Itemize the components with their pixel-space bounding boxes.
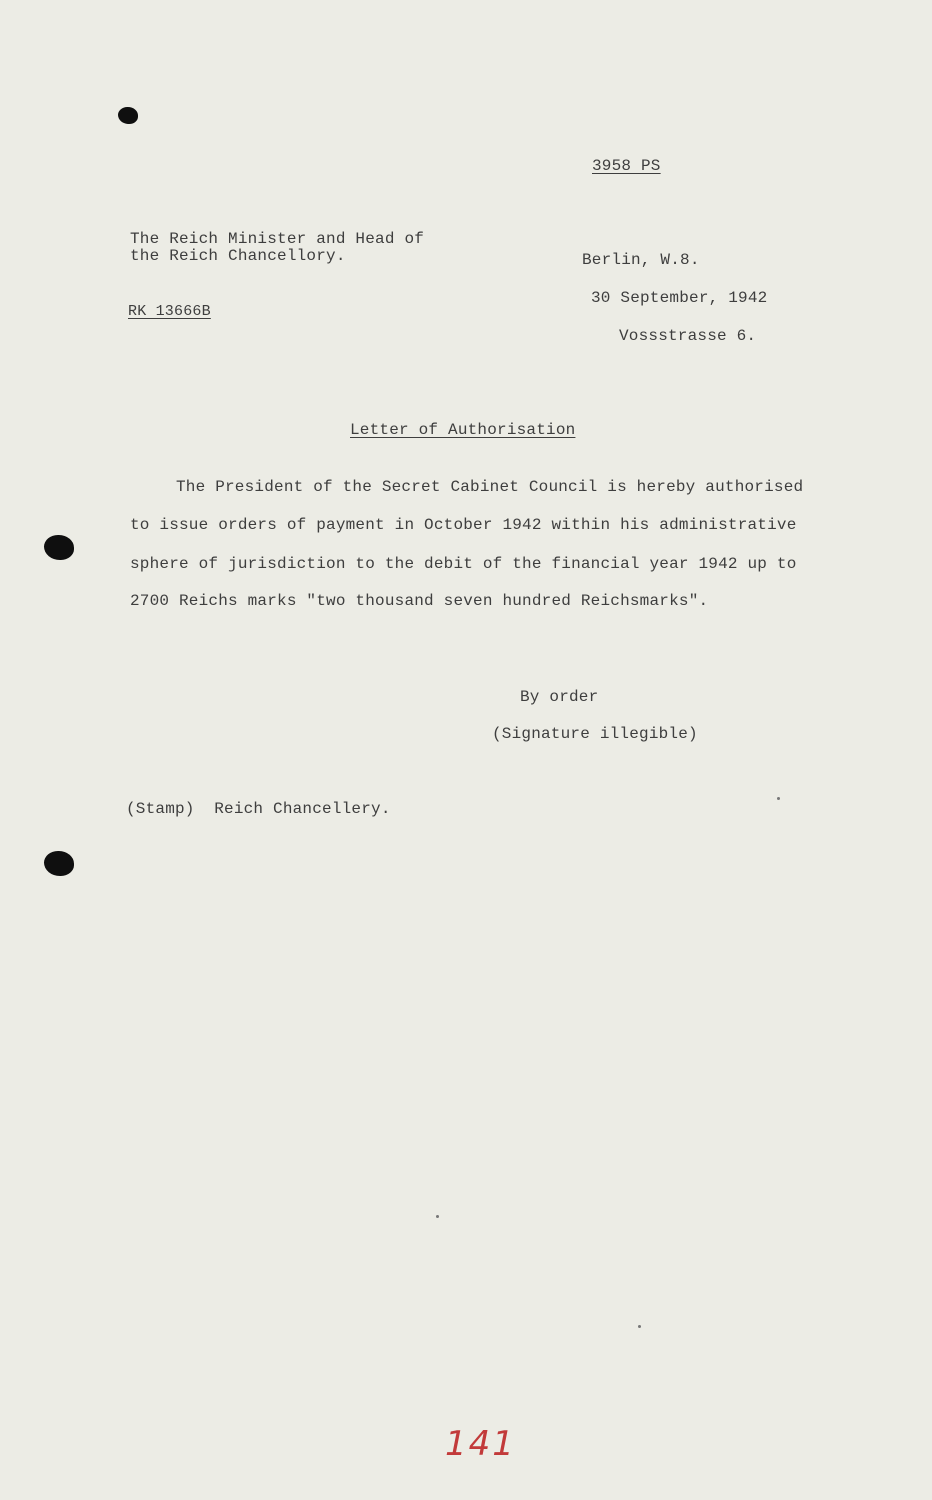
sender-line-2: the Reich Chancellory.	[130, 247, 346, 265]
signature: (Signature illegible)	[492, 725, 698, 743]
handwritten-page-number: 141	[445, 1424, 516, 1464]
paper-speck	[638, 1325, 641, 1328]
body-line-2: to issue orders of payment in October 1942 within his administrative	[130, 516, 797, 534]
punch-hole-mark	[118, 107, 138, 124]
body-line-4: 2700 Reichs marks "two thousand seven hundred Reichsmarks".	[130, 592, 709, 610]
reference-number: 3958 PS	[592, 157, 661, 175]
punch-hole-mark	[44, 535, 74, 560]
body-line-1: The President of the Secret Cabinet Council is hereby authorised	[176, 478, 804, 496]
punch-hole-mark	[44, 851, 74, 876]
document-title: Letter of Authorisation	[350, 421, 576, 439]
closing: By order	[520, 688, 599, 706]
paper-speck	[777, 797, 780, 800]
file-reference: RK 13666B	[128, 303, 211, 320]
paper-speck	[436, 1215, 439, 1218]
place: Berlin, W.8.	[582, 251, 700, 269]
body-line-3: sphere of jurisdiction to the debit of the financial year 1942 up to	[130, 555, 797, 573]
date: 30 September, 1942	[591, 289, 768, 307]
stamp-note: (Stamp) Reich Chancellery.	[126, 800, 391, 818]
sender-line-1: The Reich Minister and Head of	[130, 230, 425, 248]
street-address: Vossstrasse 6.	[619, 327, 757, 345]
